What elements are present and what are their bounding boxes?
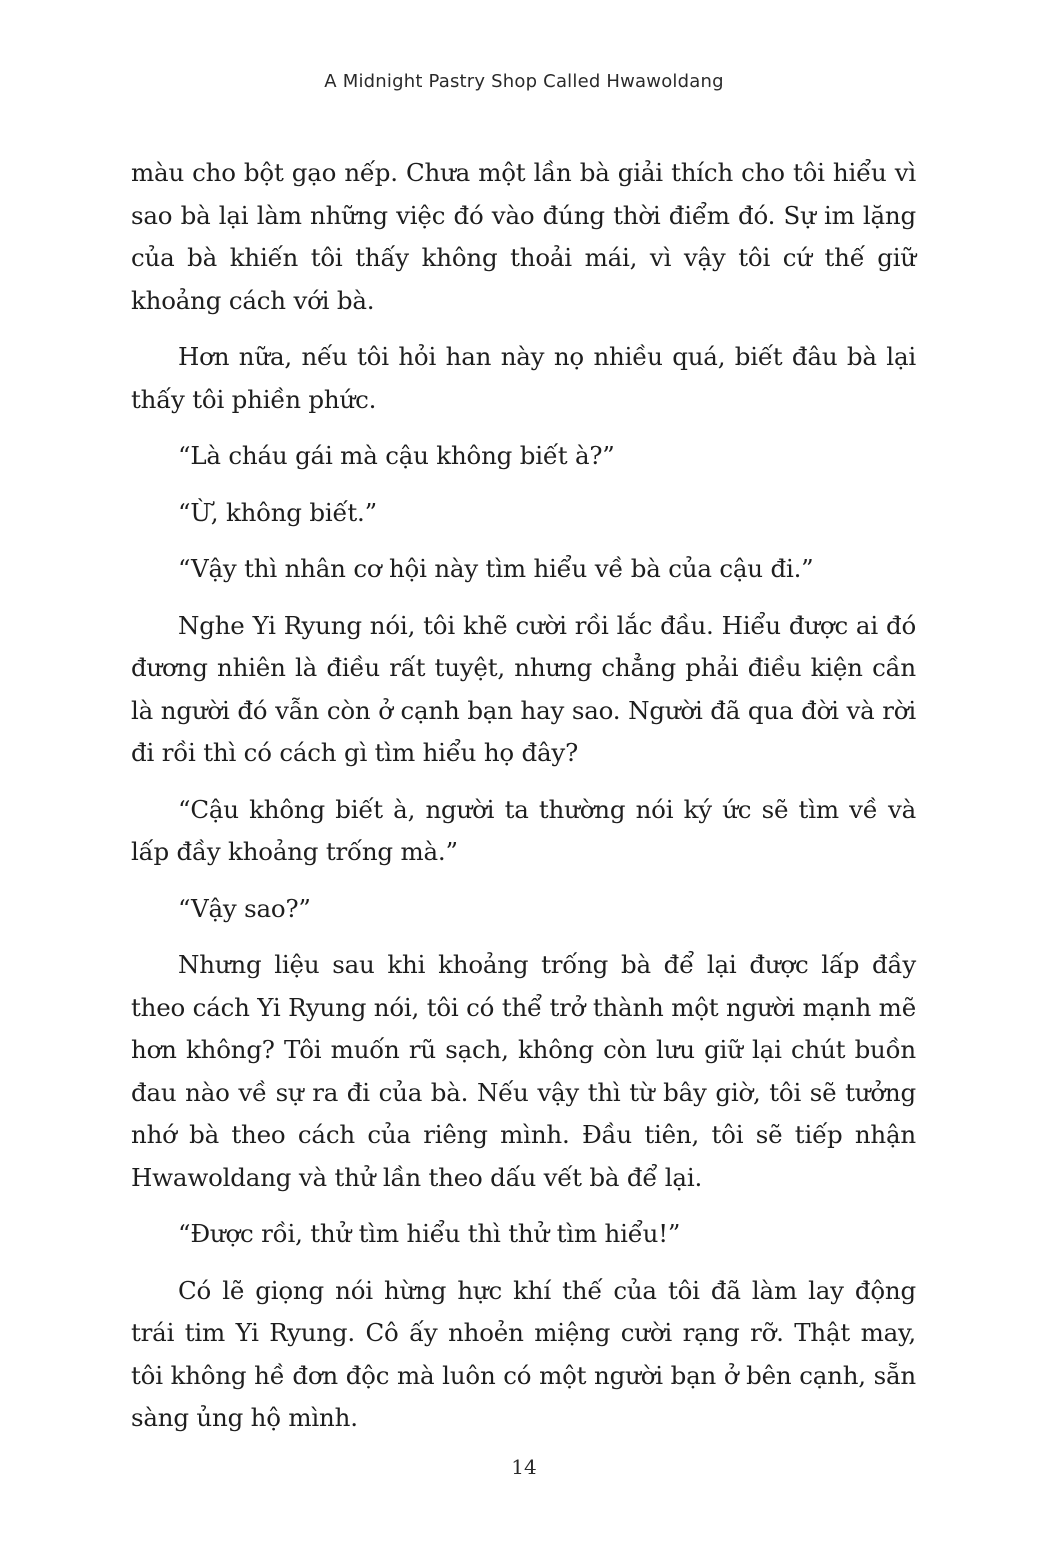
paragraph: Nghe Yi Ryung nói, tôi khẽ cười rồi lắc đầu. Hiểu được ai đó đương nhiên là điều rất tuyệt, nhưng chẳng phải điều kiện cần là người đó vẫn còn ở cạnh bạn hay sao. Người đã qua đời và rời đi rồi thì có cách gì tìm hiểu họ đây? — [131, 610, 916, 767]
paragraph: Nhưng liệu sau khi khoảng trống bà để lại được lấp đầy theo cách Yi Ryung nói, tôi có thể trở thành một người mạnh mẽ hơn không? Tôi muốn rũ sạch, không còn lưu giữ lại chút buồn đau nào về sự ra đi của bà. Nếu vậy thì từ bây giờ, tôi sẽ tưởng nhớ bà theo cách của riêng mình. Đầu tiên, tôi sẽ tiếp nhận Hwawoldang và thử lần theo dấu vết bà để lại. — [131, 950, 916, 1192]
paragraph: Có lẽ giọng nói hừng hực khí thế của tôi đã làm lay động trái tim Yi Ryung. Cô ấy nhoẻn miệng cười rạng rỡ. Thật may, tôi không hề đơn độc mà luôn có một người bạn ở bên cạnh, sẵn sàng ủng hộ mình. — [131, 1275, 916, 1432]
dialogue-line: “Được rồi, thử tìm hiểu thì thử tìm hiểu!” — [178, 1219, 681, 1248]
dialogue-line: “Là cháu gái mà cậu không biết à?” — [178, 441, 615, 470]
page-number: 14 — [511, 1455, 537, 1479]
dialogue-line: “Vậy sao?” — [178, 893, 311, 923]
paragraph: Hơn nữa, nếu tôi hỏi han này nọ nhiều quá, biết đâu bà lại thấy tôi phiền phức. — [131, 342, 916, 414]
paragraph: màu cho bột gạo nếp. Chưa một lần bà giải thích cho tôi hiểu vì sao bà lại làm những việc đó vào đúng thời điểm đó. Sự im lặng của bà khiến tôi thấy không thoải mái, vì vậy tôi cứ thế giữ khoảng cách với bà. — [131, 158, 916, 315]
body-text — [131, 152, 916, 1454]
dialogue-line: “Cậu không biết à, người ta thường nói ký ức sẽ tìm về và lấp đầy khoảng trống mà.” — [131, 794, 916, 866]
running-header: A Midnight Pastry Shop Called Hwawoldang — [324, 71, 724, 92]
dialogue-line: “Ừ, không biết.” — [178, 497, 377, 527]
dialogue-line: “Vậy thì nhân cơ hội này tìm hiểu về bà của cậu đi.” — [178, 554, 814, 583]
